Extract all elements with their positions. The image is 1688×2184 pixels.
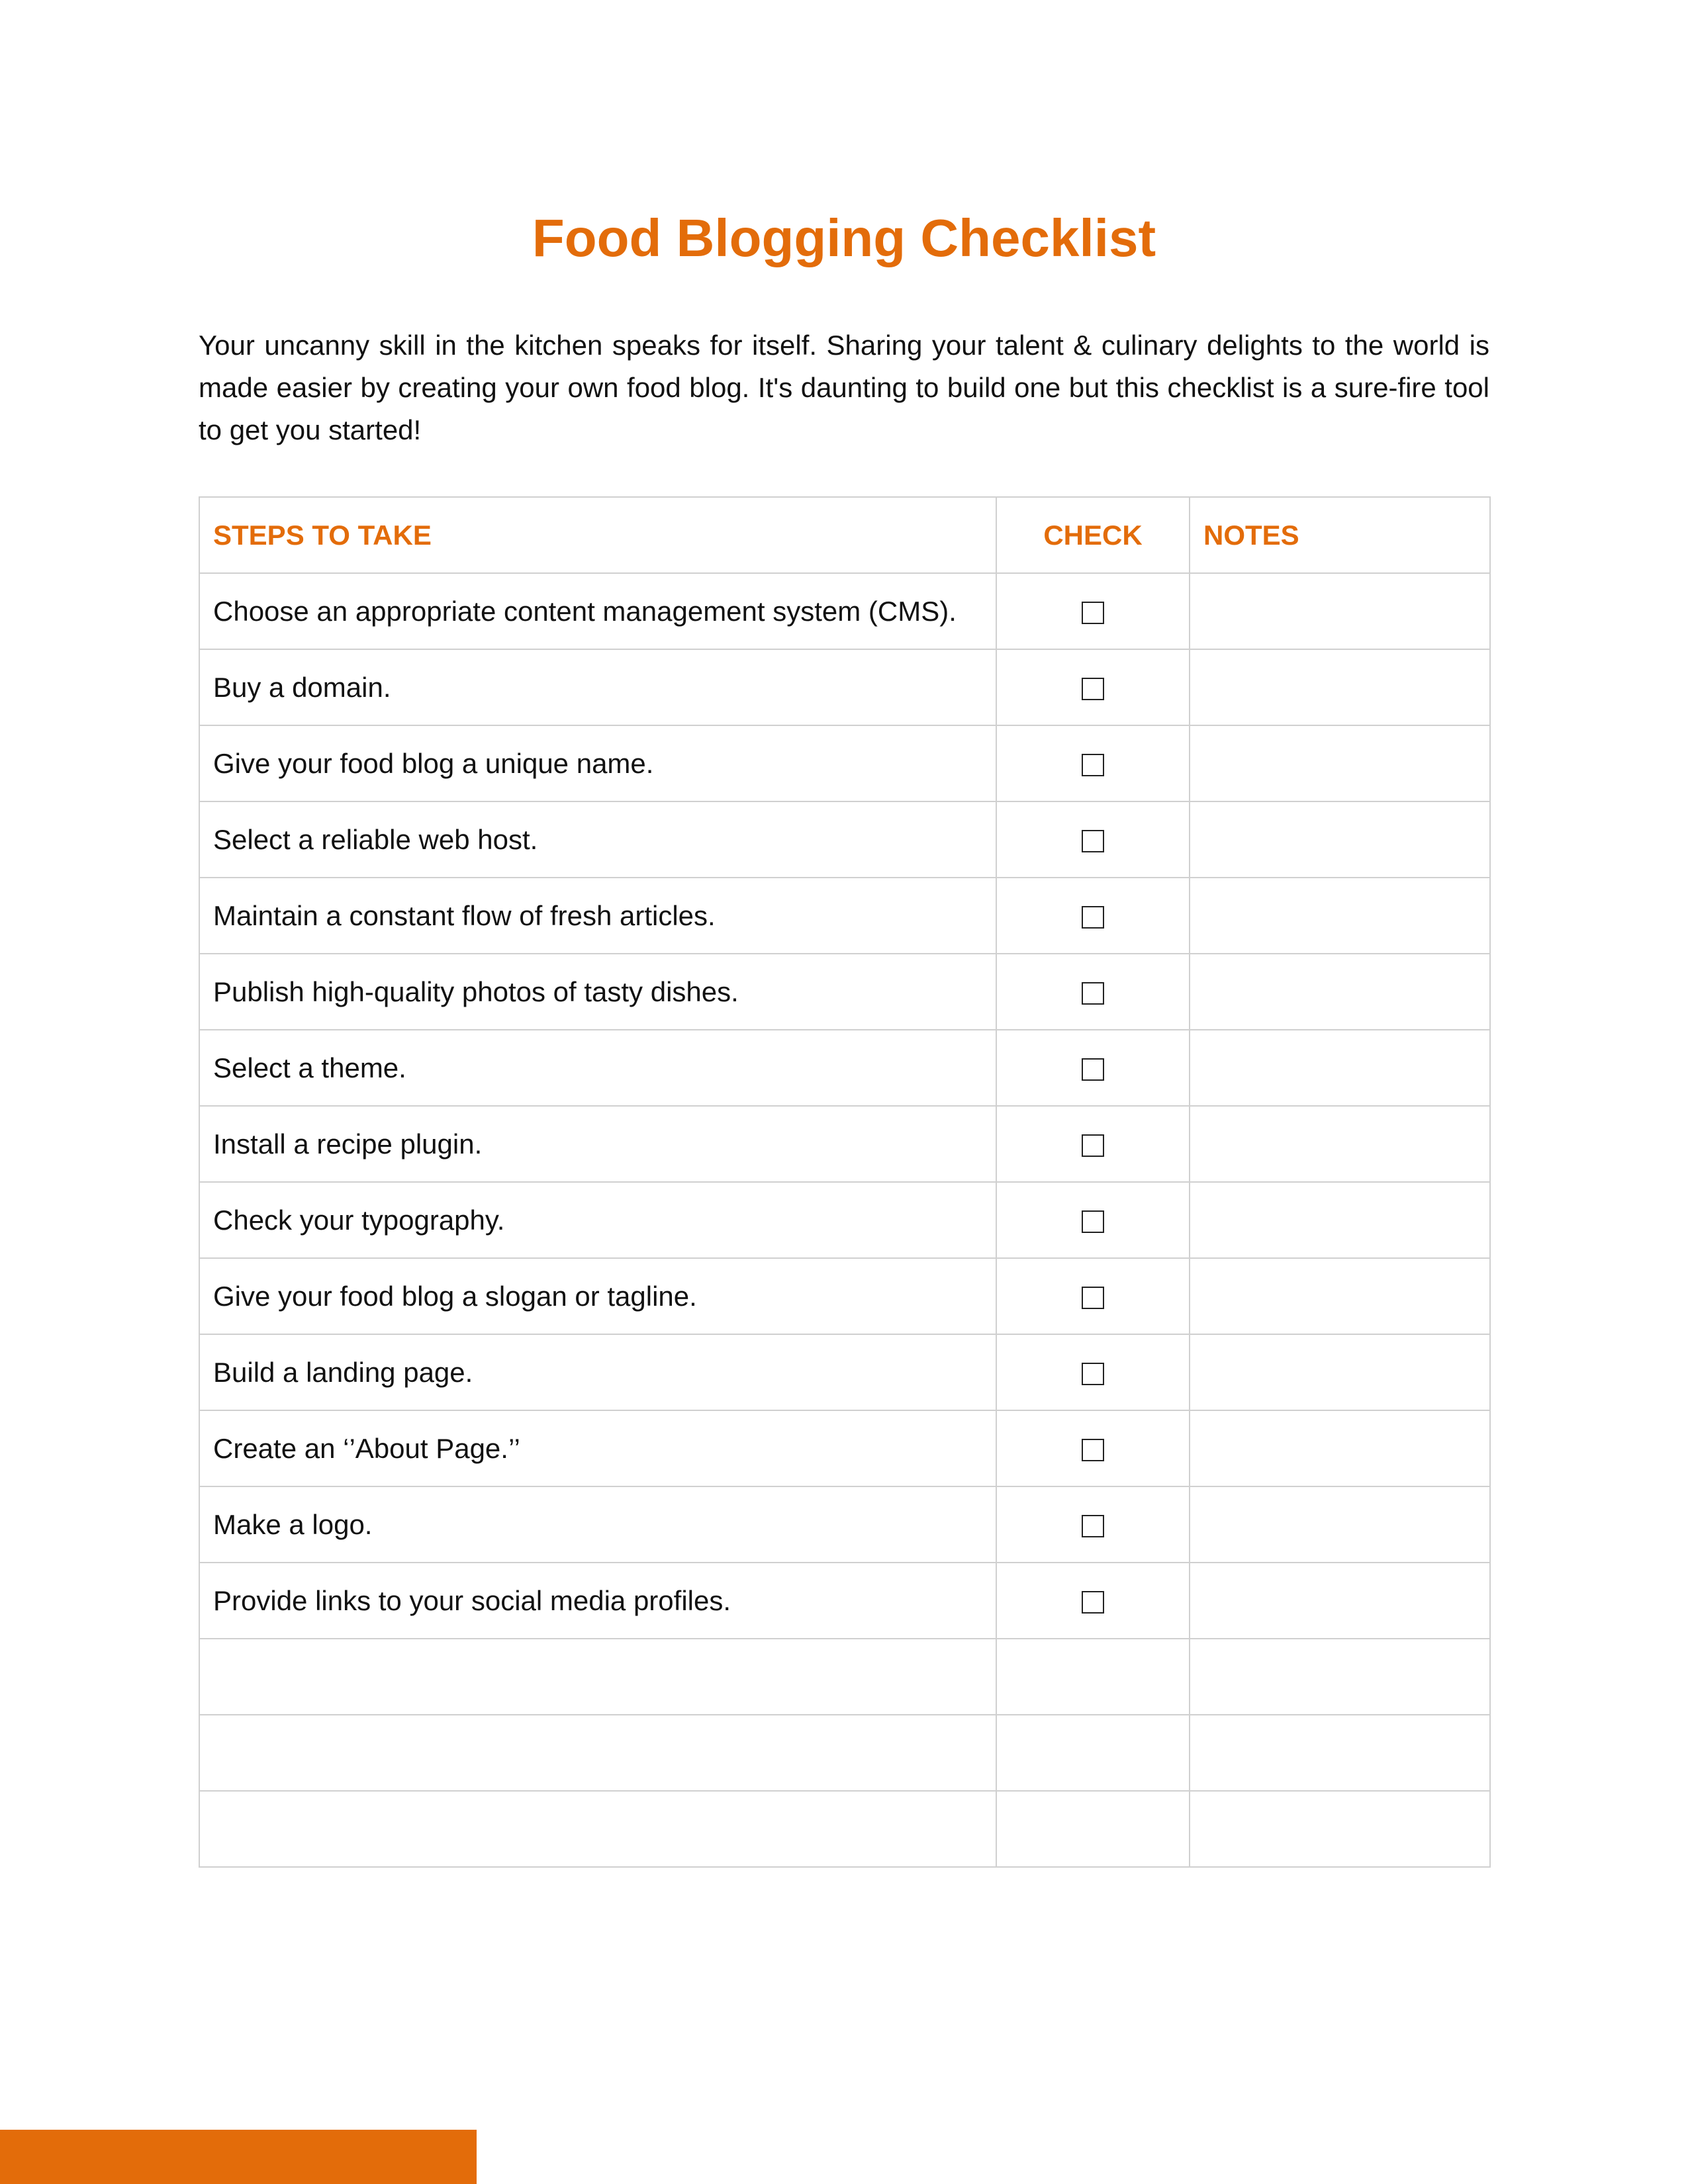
- notes-cell[interactable]: [1190, 649, 1490, 725]
- step-cell: Select a reliable web host.: [199, 801, 996, 878]
- step-cell: Provide links to your social media profiles.: [199, 1563, 996, 1639]
- table-row: [199, 1410, 1490, 1486]
- table-row: [199, 573, 1490, 649]
- checkbox[interactable]: [1082, 1515, 1104, 1537]
- checkbox[interactable]: [1082, 1210, 1104, 1233]
- header-steps: STEPS TO TAKE: [199, 497, 996, 573]
- check-cell[interactable]: [996, 725, 1190, 801]
- checkbox[interactable]: [1082, 1058, 1104, 1081]
- checkbox[interactable]: [1082, 754, 1104, 776]
- header-check: CHECK: [996, 497, 1190, 573]
- notes-cell[interactable]: [1190, 1563, 1490, 1639]
- check-cell: [996, 1791, 1190, 1867]
- table-row: [199, 1030, 1490, 1106]
- check-cell[interactable]: [996, 1486, 1190, 1563]
- notes-cell[interactable]: [1190, 1791, 1490, 1867]
- table-row: [199, 1715, 1490, 1791]
- table-row: [199, 954, 1490, 1030]
- table-row: [199, 1791, 1490, 1867]
- step-cell: Check your typography.: [199, 1182, 996, 1258]
- step-cell: Buy a domain.: [199, 649, 996, 725]
- check-cell[interactable]: [996, 1410, 1190, 1486]
- check-cell: [996, 1715, 1190, 1791]
- table-row: [199, 1182, 1490, 1258]
- notes-cell[interactable]: [1190, 1106, 1490, 1182]
- checklist-table: [199, 496, 1491, 1868]
- check-cell[interactable]: [996, 573, 1190, 649]
- check-cell[interactable]: [996, 1334, 1190, 1410]
- notes-cell[interactable]: [1190, 801, 1490, 878]
- step-cell: Select a theme.: [199, 1030, 996, 1106]
- step-cell: Give your food blog a slogan or tagline.: [199, 1258, 996, 1334]
- step-cell: [199, 1791, 996, 1867]
- checkbox[interactable]: [1082, 982, 1104, 1005]
- footer-accent-bar: [0, 2130, 477, 2184]
- step-cell: Choose an appropriate content management system (CMS).: [199, 573, 996, 649]
- notes-cell[interactable]: [1190, 1486, 1490, 1563]
- check-cell[interactable]: [996, 1258, 1190, 1334]
- check-cell[interactable]: [996, 1106, 1190, 1182]
- table-row: [199, 801, 1490, 878]
- notes-cell[interactable]: [1190, 878, 1490, 954]
- table-header-row: [199, 497, 1490, 573]
- table-row: [199, 649, 1490, 725]
- check-cell[interactable]: [996, 878, 1190, 954]
- notes-cell[interactable]: [1190, 725, 1490, 801]
- checkbox[interactable]: [1082, 1287, 1104, 1309]
- step-cell: Make a logo.: [199, 1486, 996, 1563]
- step-cell: Install a recipe plugin.: [199, 1106, 996, 1182]
- check-cell[interactable]: [996, 649, 1190, 725]
- checkbox[interactable]: [1082, 1134, 1104, 1157]
- step-cell: Publish high-quality photos of tasty dishes.: [199, 954, 996, 1030]
- notes-cell[interactable]: [1190, 1030, 1490, 1106]
- table-row: [199, 1334, 1490, 1410]
- step-cell: Maintain a constant flow of fresh articles.: [199, 878, 996, 954]
- checkbox[interactable]: [1082, 1591, 1104, 1614]
- notes-cell[interactable]: [1190, 1258, 1490, 1334]
- check-cell[interactable]: [996, 1563, 1190, 1639]
- checkbox[interactable]: [1082, 1439, 1104, 1461]
- table-row: [199, 1258, 1490, 1334]
- step-cell: [199, 1715, 996, 1791]
- checkbox[interactable]: [1082, 830, 1104, 852]
- table-row: [199, 1563, 1490, 1639]
- checkbox[interactable]: [1082, 1363, 1104, 1385]
- table-row: [199, 1639, 1490, 1715]
- checkbox[interactable]: [1082, 906, 1104, 929]
- page-title: Food Blogging Checklist: [532, 208, 1156, 267]
- table-row: [199, 1486, 1490, 1563]
- step-cell: Give your food blog a unique name.: [199, 725, 996, 801]
- table-row: [199, 725, 1490, 801]
- notes-cell[interactable]: [1190, 1715, 1490, 1791]
- notes-cell[interactable]: [1190, 1182, 1490, 1258]
- notes-cell[interactable]: [1190, 1334, 1490, 1410]
- notes-cell[interactable]: [1190, 1639, 1490, 1715]
- check-cell[interactable]: [996, 1030, 1190, 1106]
- step-cell: Create an ‘’About Page.’’: [199, 1410, 996, 1486]
- check-cell[interactable]: [996, 954, 1190, 1030]
- table-row: [199, 1106, 1490, 1182]
- step-cell: Build a landing page.: [199, 1334, 996, 1410]
- intro-paragraph: Your uncanny skill in the kitchen speaks for itself. Sharing your talent & culinary delights to the world is made easier by creating your own food blog. It's daunting to build one but this checklist is a sure-fire tool to get you started!: [199, 330, 1489, 445]
- table-row: [199, 878, 1490, 954]
- notes-cell[interactable]: [1190, 573, 1490, 649]
- checkbox[interactable]: [1082, 678, 1104, 700]
- check-cell[interactable]: [996, 801, 1190, 878]
- checkbox[interactable]: [1082, 602, 1104, 624]
- check-cell: [996, 1639, 1190, 1715]
- step-cell: [199, 1639, 996, 1715]
- header-notes: NOTES: [1190, 497, 1490, 573]
- notes-cell[interactable]: [1190, 954, 1490, 1030]
- check-cell[interactable]: [996, 1182, 1190, 1258]
- notes-cell[interactable]: [1190, 1410, 1490, 1486]
